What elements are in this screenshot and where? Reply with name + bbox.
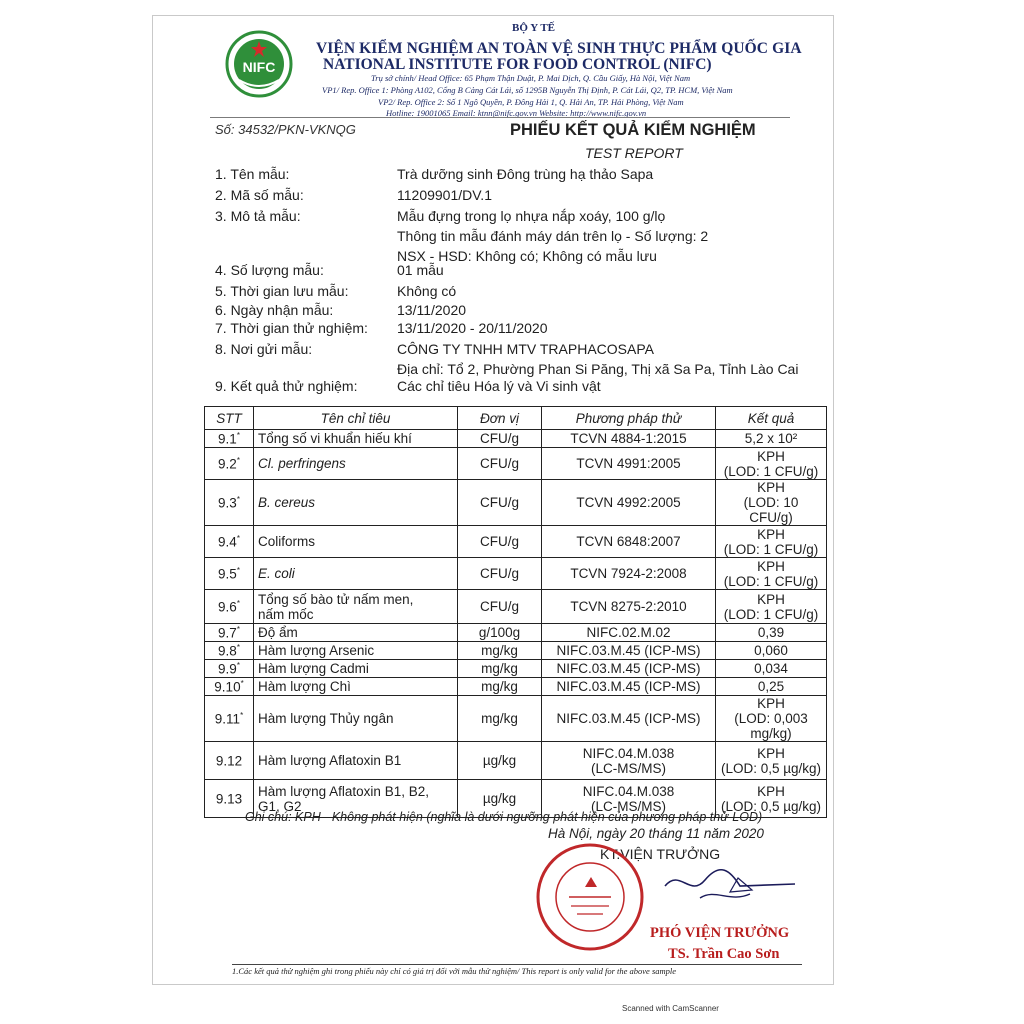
table-row [205, 448, 827, 480]
stt-value: 9.5 [218, 566, 237, 582]
cell-result-line: 0,25 [757, 679, 785, 694]
signer-name: TS. Trần Cao Sơn [668, 946, 780, 962]
cell-result-line: KPH [757, 448, 785, 464]
signature-icon [660, 858, 800, 908]
table-row [205, 526, 827, 558]
cell-method-line: TCVN 8275-2:2010 [570, 599, 687, 614]
table-row [205, 590, 827, 624]
official-stamp-icon [535, 842, 645, 952]
table-header-row [205, 407, 827, 430]
cell-result [716, 660, 827, 678]
scanner-watermark: Scanned with CamScanner [622, 1004, 719, 1013]
cell-unit: mg/kg [458, 678, 542, 696]
field-label: 3. Mô tả mẫu: [215, 208, 301, 224]
ministry-name: BỘ Y TẾ [512, 22, 555, 34]
cell-result [716, 448, 827, 480]
cell-result [716, 742, 827, 780]
footer-note: 1.Các kết quả thử nghiệm ghi trong phiếu này chỉ có giá trị đối với mẫu thử nghiệm/ This report is only valid for the above sample [232, 966, 677, 976]
cell-method-line: (LC-MS/MS) [591, 798, 666, 814]
cell-result-line: KPH [757, 591, 785, 607]
report-title: PHIẾU KẾT QUẢ KIỂM NGHIỆM [510, 121, 756, 139]
field-label: 8. Nơi gửi mẫu: [215, 341, 313, 357]
cell-method [542, 430, 716, 448]
cell-result-line: (LOD: 1 CFU/g) [723, 573, 819, 589]
cell-parameter-line: Cl. perfringens [258, 456, 346, 471]
accreditation-mark: * [236, 624, 240, 634]
cell-stt [205, 678, 254, 696]
cell-result-line: (LOD: 10 CFU/g) [743, 495, 799, 525]
field-value: Địa chỉ: Tổ 2, Phường Phan Si Păng, Thị xã Sa Pa, Tỉnh Lào Cai [397, 361, 799, 377]
cell-result [716, 558, 827, 590]
cell-result [716, 430, 827, 448]
cell-method [542, 624, 716, 642]
col-header-unit: Đơn vị [458, 407, 542, 430]
rep-office-1-address: VP1/ Rep. Office 1: Phòng A102, Cổng B Cảng Cát Lái, số 1295B Nguyễn Thị Định, P. Cát Lái, Q2, TP. HCM, Việt Nam [322, 85, 733, 95]
head-office-address: Trụ sở chính/ Head Office: 65 Phạm Thận Duật, P. Mai Dịch, Q. Cầu Giấy, Hà Nội, Việt Nam [371, 73, 691, 83]
cell-stt [205, 590, 254, 624]
field-label: 7. Thời gian thử nghiệm: [215, 320, 368, 336]
stt-value: 9.13 [215, 791, 243, 807]
cell-result [716, 590, 827, 624]
cell-parameter-line: G1, G2 [258, 798, 302, 814]
cell-parameter [254, 526, 458, 558]
field-value: Thông tin mẫu đánh máy dán trên lọ - Số lượng: 2 [397, 228, 709, 244]
cell-parameter-line: Hàm lượng Arsenic [258, 643, 375, 658]
cell-unit: CFU/g [458, 526, 542, 558]
table-row [205, 660, 827, 678]
cell-result [716, 480, 827, 526]
document-number: Số: 34532/PKN-VKNQG [215, 122, 356, 137]
footer-divider [232, 964, 802, 965]
cell-result-line: KPH [757, 783, 785, 799]
cell-method-line: TCVN 6848:2007 [576, 534, 681, 549]
signer-title: PHÓ VIỆN TRƯỞNG [650, 925, 790, 941]
cell-parameter [254, 624, 458, 642]
cell-result-line: 0,060 [754, 643, 788, 658]
field-label: 2. Mã số mẫu: [215, 187, 304, 203]
stt-value: 9.11 [214, 711, 241, 727]
cell-result-line: (LOD: 1 CFU/g) [723, 463, 819, 479]
cell-parameter-line: Hàm lượng Aflatoxin B1 [258, 753, 402, 768]
cell-stt [205, 430, 254, 448]
cell-result-line: KPH [757, 480, 785, 495]
cell-stt [205, 480, 254, 526]
cell-method [542, 448, 716, 480]
place-date: Hà Nội, ngày 20 tháng 11 năm 2020 [548, 826, 764, 841]
cell-method-line: NIFC.04.M.038 [582, 745, 675, 761]
cell-unit: µg/kg [458, 780, 542, 818]
results-table [204, 406, 827, 818]
field-value: Mẫu đựng trong lọ nhựa nắp xoáy, 100 g/lọ [397, 208, 666, 224]
cell-method-line: NIFC.03.M.45 (ICP-MS) [556, 661, 701, 676]
stt-value: 9.8 [218, 643, 237, 659]
field-value: NSX - HSD: Không có; Không có mẫu lưu [397, 248, 657, 264]
cell-method [542, 660, 716, 678]
cell-parameter [254, 448, 458, 480]
table-row [205, 558, 827, 590]
field-label: 4. Số lượng mẫu: [215, 262, 324, 278]
cell-unit: µg/kg [458, 742, 542, 780]
cell-method-line: NIFC.03.M.45 (ICP-MS) [556, 643, 701, 658]
cell-result [716, 526, 827, 558]
cell-result [716, 624, 827, 642]
cell-unit: CFU/g [458, 590, 542, 624]
field-value: 13/11/2020 - 20/11/2020 [397, 320, 548, 336]
stt-value: 9.9 [218, 661, 237, 677]
cell-result-line: 5,2 x 10² [744, 431, 798, 446]
cell-parameter-line: E. coli [258, 566, 295, 581]
cell-parameter [254, 430, 458, 448]
cell-result-line: 0,034 [754, 661, 788, 676]
institute-name-en: NATIONAL INSTITUTE FOR FOOD CONTROL (NIFC) [323, 56, 712, 73]
field-label: 5. Thời gian lưu mẫu: [215, 283, 349, 299]
accreditation-mark: * [236, 565, 240, 575]
cell-parameter [254, 642, 458, 660]
cell-unit: mg/kg [458, 642, 542, 660]
accreditation-mark: * [240, 678, 244, 688]
contact-info: Hotline: 19001065 Email: ktnn@nifc.gov.vn Website: http://www.nifc.gov.vn [386, 108, 647, 118]
table-row [205, 742, 827, 780]
cell-parameter-line: Tổng số bào tử nấm men, [258, 591, 414, 607]
signer-position: KT.VIỆN TRƯỞNG [600, 846, 721, 862]
field-label: 1. Tên mẫu: [215, 166, 290, 182]
cell-parameter-line: Độ ẩm [258, 625, 298, 640]
stt-value: 9.1 [218, 431, 237, 447]
logo-text: NIFC [242, 59, 276, 75]
cell-unit: mg/kg [458, 660, 542, 678]
rep-office-2-address: VP2/ Rep. Office 2: Số 1 Ngô Quyền, P. Đông Hải 1, Q. Hải An, TP. Hải Phòng, Việt Nam [378, 97, 684, 107]
table-row [205, 430, 827, 448]
accreditation-mark: * [236, 494, 240, 504]
accreditation-mark: * [236, 533, 240, 543]
cell-method [542, 590, 716, 624]
table-row [205, 480, 827, 526]
accreditation-mark: * [240, 710, 244, 720]
cell-parameter [254, 480, 458, 526]
cell-parameter [254, 660, 458, 678]
cell-unit: CFU/g [458, 430, 542, 448]
cell-method-line: NIFC.04.M.038 [582, 783, 675, 799]
cell-stt [205, 696, 254, 742]
cell-unit: CFU/g [458, 480, 542, 526]
stt-value: 9.2 [218, 456, 237, 472]
cell-parameter [254, 558, 458, 590]
cell-parameter-line: Hàm lượng Thủy ngân [258, 711, 394, 726]
cell-method [542, 558, 716, 590]
cell-stt [205, 660, 254, 678]
cell-method-line: TCVN 4992:2005 [576, 495, 681, 510]
cell-result-line: (LOD: 0,5 µg/kg) [720, 798, 822, 814]
cell-stt [205, 526, 254, 558]
accreditation-mark: * [236, 455, 240, 465]
cell-stt [205, 558, 254, 590]
stt-value: 9.7 [218, 625, 237, 641]
cell-stt [205, 642, 254, 660]
header-divider [210, 117, 790, 118]
field-label: 6. Ngày nhận mẫu: [215, 302, 334, 318]
cell-result-line: (LOD: 0,5 µg/kg) [720, 760, 822, 776]
field-value: Các chỉ tiêu Hóa lý và Vi sinh vật [397, 378, 601, 394]
cell-result-line: KPH [757, 558, 785, 574]
cell-result-line: (LOD: 1 CFU/g) [723, 606, 819, 622]
cell-result [716, 642, 827, 660]
field-value: 11209901/DV.1 [397, 187, 492, 203]
cell-result [716, 696, 827, 742]
institute-name-vn: VIỆN KIỂM NGHIỆM AN TOÀN VỆ SINH THỰC PHẨM QUỐC GIA [316, 40, 802, 57]
field-value: CÔNG TY TNHH MTV TRAPHACOSAPA [397, 341, 654, 357]
cell-method-line: NIFC.03.M.45 (ICP-MS) [556, 711, 701, 726]
cell-unit: mg/kg [458, 696, 542, 742]
cell-result-line: KPH [757, 745, 785, 761]
cell-parameter [254, 742, 458, 780]
cell-parameter [254, 696, 458, 742]
cell-method [542, 678, 716, 696]
stt-value: 9.10 [214, 679, 241, 695]
field-value: 13/11/2020 [397, 302, 467, 318]
stt-value: 9.6 [218, 599, 237, 615]
col-header-parameter: Tên chỉ tiêu [254, 407, 458, 430]
cell-method-line: NIFC.03.M.45 (ICP-MS) [556, 679, 701, 694]
cell-parameter-line: Hàm lượng Cadmi [258, 661, 369, 676]
field-label: 9. Kết quả thử nghiệm: [215, 378, 358, 394]
cell-parameter-line: Hàm lượng Chì [258, 679, 351, 694]
nifc-logo-icon [225, 30, 293, 98]
col-header-result: Kết quả [716, 407, 827, 430]
cell-result-line: 0,39 [757, 625, 785, 640]
cell-unit: CFU/g [458, 558, 542, 590]
cell-method-line: TCVN 7924-2:2008 [570, 566, 687, 581]
accreditation-mark: * [236, 430, 240, 440]
stt-value: 9.12 [215, 753, 243, 769]
table-row [205, 696, 827, 742]
accreditation-mark: * [236, 598, 240, 608]
cell-method [542, 742, 716, 780]
table-row [205, 642, 827, 660]
field-value: 01 mẫu [397, 262, 444, 278]
cell-result-line: (LOD: 1 CFU/g) [723, 541, 819, 557]
cell-unit: g/100g [458, 624, 542, 642]
col-header-stt: STT [205, 407, 254, 430]
cell-parameter-line: B. cereus [258, 495, 316, 510]
cell-unit: CFU/g [458, 448, 542, 480]
stt-value: 9.4 [218, 534, 237, 550]
field-value: Không có [397, 283, 457, 299]
note: Ghi chú: KPH - Không phát hiện (nghĩa là dưới ngưỡng phát hiện của phương pháp thử-LOD) [245, 810, 763, 824]
cell-method [542, 696, 716, 742]
cell-method [542, 642, 716, 660]
cell-stt [205, 624, 254, 642]
cell-parameter-line: Coliforms [258, 534, 316, 549]
cell-stt [205, 448, 254, 480]
cell-method-line: TCVN 4884-1:2015 [570, 431, 687, 446]
cell-parameter-line: Hàm lượng Aflatoxin B1, B2, [258, 783, 429, 799]
table-row [205, 678, 827, 696]
cell-result-line: KPH [757, 526, 785, 542]
cell-method [542, 480, 716, 526]
cell-result-line: KPH [757, 696, 785, 711]
table-row [205, 624, 827, 642]
cell-parameter [254, 678, 458, 696]
report-subtitle: TEST REPORT [585, 145, 683, 161]
cell-parameter-line: nấm mốc [258, 606, 314, 622]
cell-method-line: TCVN 4991:2005 [576, 456, 681, 471]
stt-value: 9.3 [218, 495, 237, 511]
cell-method [542, 526, 716, 558]
cell-parameter-line: Tổng số vi khuẩn hiếu khí [258, 431, 412, 446]
field-value: Trà dưỡng sinh Đông trùng hạ thảo Sapa [397, 166, 654, 182]
cell-result-line: (LOD: 0,003 mg/kg) [734, 711, 808, 741]
cell-method-line: (LC-MS/MS) [591, 760, 666, 776]
cell-parameter [254, 590, 458, 624]
accreditation-mark: * [236, 660, 240, 670]
cell-method-line: NIFC.02.M.02 [586, 625, 671, 640]
cell-result [716, 678, 827, 696]
accreditation-mark: * [236, 642, 240, 652]
col-header-method: Phương pháp thử [542, 407, 716, 430]
cell-stt [205, 742, 254, 780]
